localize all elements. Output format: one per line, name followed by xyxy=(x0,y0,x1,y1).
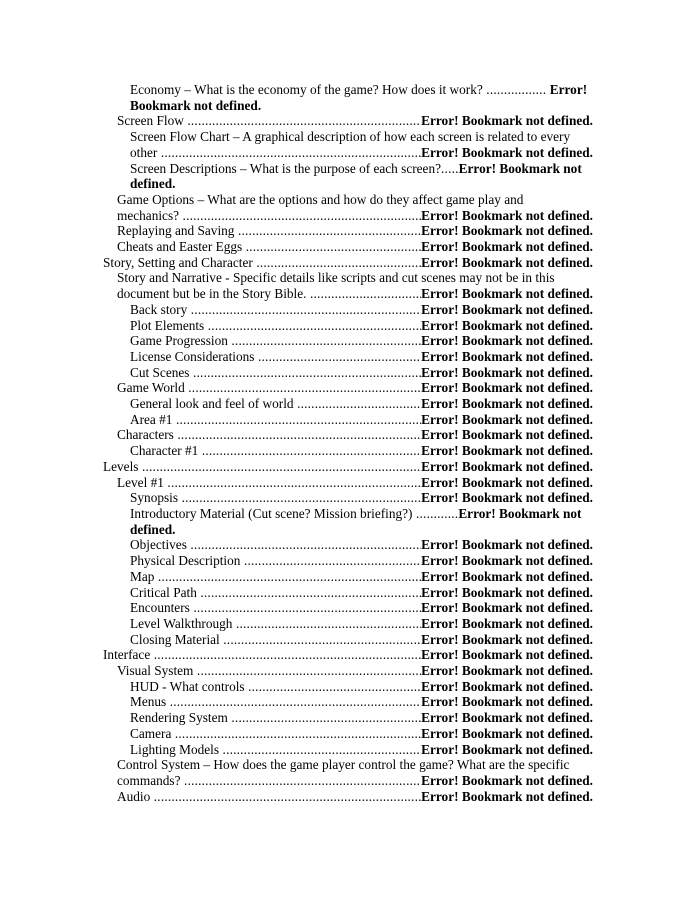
toc-entry-objectives[interactable] xyxy=(130,537,593,553)
toc-entry-interface[interactable] xyxy=(103,647,593,663)
toc-entry-error: Error! Bookmark not defined. xyxy=(421,647,593,663)
toc-entry-visual-system[interactable] xyxy=(117,663,593,679)
toc-entry-label: Interface ..... xyxy=(103,647,421,663)
toc-entry-levels[interactable] xyxy=(103,459,593,475)
toc-entry-label: Back story ..... xyxy=(130,302,421,318)
toc-entry-game-progression[interactable] xyxy=(130,333,593,349)
toc-entry-error: Error! Bookmark not defined. xyxy=(421,694,593,710)
toc-entry-error: Error! Bookmark not defined. xyxy=(421,600,593,616)
toc-entry-error: Error! Bookmark not defined. xyxy=(421,396,593,412)
toc-entry-label-line1: Control System – How does the game player control the game? What are the specific xyxy=(117,757,570,773)
toc-entry-label-line1: Screen Flow Chart – A graphical description of how each screen is related to every xyxy=(130,129,571,145)
toc-entry-label: Physical Description ..... xyxy=(130,553,421,569)
toc-entry-error: Error! Bookmark not defined. xyxy=(421,631,593,647)
toc-entry-label: Objectives ..... xyxy=(130,537,421,553)
toc-entry-error: Error! Bookmark not defined. xyxy=(421,568,593,584)
toc-entry-label: Rendering System ..... xyxy=(130,710,421,726)
toc-entry-error: Error! Bookmark not defined. xyxy=(421,333,593,349)
toc-entry-error: Error! Bookmark not defined. xyxy=(421,772,593,788)
toc-entry-economy[interactable]: Economy – What is the economy of the game? How does it work? ................. Error! Bookmark not defined. xyxy=(130,82,588,113)
toc-entry-synopsis[interactable] xyxy=(130,490,593,506)
toc-entry-label: General look and feel of world ..... xyxy=(130,396,421,412)
toc-entry-error: Error! Bookmark not defined. xyxy=(421,678,593,694)
toc-entry-error: Error! Bookmark not defined. xyxy=(421,725,593,741)
toc-entry-label: Character #1 ..... xyxy=(130,443,421,459)
toc-entry-label: Economy – What is the economy of the game? How does it work? xyxy=(130,82,483,97)
toc-entry-encounters[interactable] xyxy=(130,600,593,616)
toc-entry-label: Area #1 ..... xyxy=(130,412,421,428)
toc-entry-error: Error! Bookmark not defined. xyxy=(421,788,593,804)
toc-entry-error: Error! Bookmark not defined. xyxy=(421,741,593,757)
toc-entry-label: License Considerations ..... xyxy=(130,349,421,365)
toc-entry-characters[interactable] xyxy=(117,427,593,443)
toc-entry-cut-scenes[interactable] xyxy=(130,365,593,381)
toc-entry-label: Levels ..... xyxy=(103,459,421,475)
toc-entry-lighting-models[interactable] xyxy=(130,742,593,758)
toc-entry-error: Error! Bookmark not defined. xyxy=(421,710,593,726)
toc-entry-label: Plot Elements ..... xyxy=(130,318,421,334)
toc-entry-label: HUD - What controls ..... xyxy=(130,679,421,695)
toc-entry-replaying-saving[interactable] xyxy=(117,223,593,239)
toc-entry-error: Error! Bookmark not defined. xyxy=(421,207,593,223)
toc-entry-label: Camera ..... xyxy=(130,726,421,742)
toc-entry-error: Error! Bookmark not defined. xyxy=(421,427,593,443)
toc-entry-label: Characters ..... xyxy=(117,427,421,443)
toc-entry-physical-description[interactable] xyxy=(130,553,593,569)
toc-entry-error: Error! Bookmark not defined. xyxy=(421,317,593,333)
toc-entry-label: Level #1 ..... xyxy=(117,475,421,491)
toc-entry-label: Closing Material ..... xyxy=(130,632,421,648)
toc-entry-camera[interactable] xyxy=(130,726,593,742)
toc-entry-label-line1: Game Options – What are the options and how do they affect game play and xyxy=(117,191,524,207)
toc-entry-label: Story, Setting and Character ..... xyxy=(103,255,421,271)
toc-entry-label-line2: document but be in the Story Bible. ..... xyxy=(117,286,421,302)
toc-entry-error: Error! Bookmark not defined. xyxy=(421,113,593,129)
toc-entry-control-system[interactable] xyxy=(117,757,593,788)
toc-entry-plot-elements[interactable] xyxy=(130,318,593,334)
toc-entry-level-walkthrough[interactable] xyxy=(130,616,593,632)
toc-entry-label: Level Walkthrough ..... xyxy=(130,616,421,632)
toc-entry-error: Error! Bookmark not defined. xyxy=(130,160,582,192)
toc-entry-error: Error! Bookmark not defined. xyxy=(421,443,593,459)
toc-entry-error: Error! Bookmark not defined. xyxy=(421,223,593,239)
toc-entry-error: Error! Bookmark not defined. xyxy=(421,663,593,679)
toc-entry-game-world[interactable] xyxy=(117,380,593,396)
toc-entry-label: Introductory Material (Cut scene? Mission briefing?) xyxy=(130,505,413,521)
toc-entry-label: Game Progression ..... xyxy=(130,333,421,349)
toc-entry-hud[interactable] xyxy=(130,679,593,695)
toc-entry-audio[interactable] xyxy=(117,789,593,805)
toc-entry-error: Error! Bookmark not defined. xyxy=(421,458,593,474)
toc-entry-error: Error! Bookmark not defined. xyxy=(421,364,593,380)
toc-entry-label: Game World ..... xyxy=(117,380,421,396)
toc-entry-error: Error! Bookmark not defined. xyxy=(421,474,593,490)
toc-entry-label: Visual System ..... xyxy=(117,663,421,679)
toc-entry-critical-path[interactable] xyxy=(130,585,593,601)
toc-entry-error: Error! Bookmark not defined. xyxy=(421,490,593,506)
toc-entry-label: Screen Descriptions – What is the purpose of each screen? xyxy=(130,160,442,176)
toc-entry-label: Cut Scenes ..... xyxy=(130,365,421,381)
toc-entry-look-and-feel[interactable] xyxy=(130,396,593,412)
toc-entry-introductory-material[interactable]: Introductory Material (Cut scene? Mission briefing?) ............Error! Bookmark not defined. xyxy=(130,505,582,537)
toc-entry-error: Error! Bookmark not defined. xyxy=(421,144,593,160)
toc-entry-error: Error! Bookmark not defined. xyxy=(421,286,593,302)
toc-entry-label: Map ..... xyxy=(130,569,421,585)
toc-entry-error: Error! Bookmark not defined. xyxy=(421,301,593,317)
toc-entry-error: Error! Bookmark not defined. xyxy=(421,254,593,270)
toc-entry-story-narrative[interactable] xyxy=(117,270,593,301)
table-of-contents xyxy=(0,82,696,804)
toc-entry-rendering-system[interactable] xyxy=(130,710,593,726)
toc-entry-label: Screen Flow ..... xyxy=(117,113,421,129)
toc-entry-area-1[interactable] xyxy=(130,412,593,428)
toc-entry-error: Error! Bookmark not defined. xyxy=(421,239,593,255)
toc-entry-error: Error! Bookmark not defined. xyxy=(421,615,593,631)
toc-entry-game-options[interactable] xyxy=(117,192,593,223)
toc-entry-closing-material[interactable] xyxy=(130,632,593,648)
toc-entry-cheats[interactable] xyxy=(117,239,593,255)
toc-entry-label: Cheats and Easter Eggs ..... xyxy=(117,239,421,255)
toc-entry-map[interactable] xyxy=(130,569,593,585)
toc-entry-screen-descriptions[interactable]: Screen Descriptions – What is the purpose of each screen?.....Error! Bookmark not defined. xyxy=(130,160,582,192)
toc-entry-error: Error! Bookmark not defined. xyxy=(421,553,593,569)
toc-entry-story-setting-character[interactable] xyxy=(103,255,593,271)
toc-entry-label: Replaying and Saving ..... xyxy=(117,223,421,239)
toc-entry-error: Error! Bookmark not defined. xyxy=(130,505,582,537)
toc-entry-error: Error! Bookmark not defined. xyxy=(421,411,593,427)
toc-entry-label: Critical Path ..... xyxy=(130,585,421,601)
toc-entry-label: Lighting Models ..... xyxy=(130,742,421,758)
toc-entry-screen-flow[interactable] xyxy=(117,113,593,129)
toc-entry-label: Menus ..... xyxy=(130,694,421,710)
toc-entry-error: Error! Bookmark not defined. xyxy=(421,537,593,553)
toc-entry-menus[interactable] xyxy=(130,694,593,710)
toc-entry-label-line2: commands? ..... xyxy=(117,773,421,789)
toc-entry-error: Error! Bookmark not defined. xyxy=(421,584,593,600)
toc-entry-character-1[interactable] xyxy=(130,443,593,459)
toc-entry-label: Synopsis ..... xyxy=(130,490,421,506)
toc-entry-label: Encounters ..... xyxy=(130,600,421,616)
toc-entry-level-1[interactable] xyxy=(117,475,593,491)
toc-entry-license-considerations[interactable] xyxy=(130,349,593,365)
toc-entry-label: Audio ..... xyxy=(117,789,421,805)
toc-entry-error: Error! Bookmark not defined. xyxy=(421,348,593,364)
toc-entry-screen-flow-chart[interactable] xyxy=(130,129,593,160)
toc-entry-label-line2: other ..... xyxy=(130,145,421,161)
toc-entry-error: Error! Bookmark not defined. xyxy=(130,82,588,113)
toc-entry-label-line1: Story and Narrative - Specific details like scripts and cut scenes may not be in this xyxy=(117,270,555,286)
toc-entry-error: Error! Bookmark not defined. xyxy=(421,380,593,396)
toc-entry-label-line2: mechanics? ..... xyxy=(117,208,421,224)
toc-entry-back-story[interactable] xyxy=(130,302,593,318)
